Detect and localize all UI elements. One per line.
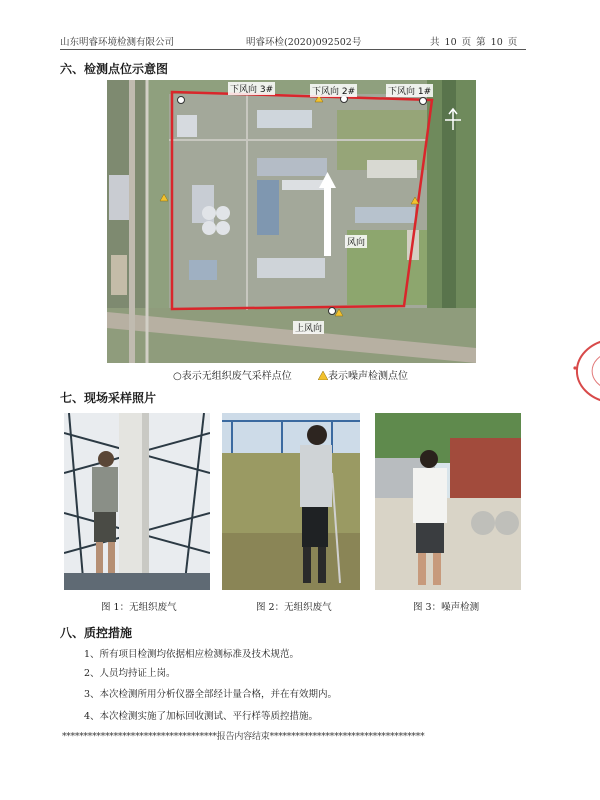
sampling-point-icon [420, 98, 427, 105]
section7-title: 七、现场采样照片 [60, 391, 157, 405]
qc-item-1: 1、所有项目检测均依据相应检测标准及技术规范。 [84, 649, 300, 660]
circle-legend-label: 表示无组织废气采样点位 [181, 371, 292, 382]
report-number: 明睿环检(2020)092502号 [246, 37, 362, 48]
photo-3 [375, 413, 521, 590]
photo-1-caption: 图 1：无组织废气 [101, 602, 177, 613]
photo-2-caption: 图 2：无组织废气 [256, 602, 332, 613]
photo-3-image [375, 413, 521, 590]
section8-title: 八、质控措施 [60, 626, 133, 640]
sampling-point-icon [329, 308, 336, 315]
label-downwind-3: 下风向 3# [228, 82, 275, 95]
company-name: 山东明睿环境检测有限公司 [60, 37, 175, 48]
legend-circle [173, 367, 292, 382]
label-upwind: 上风向 [293, 321, 324, 334]
qc-item-3: 3、本次检测所用分析仪器全部经计量合格，并在有效期内。 [84, 689, 338, 700]
triangle-legend-icon [318, 371, 328, 380]
photo-1 [64, 413, 210, 590]
triangle-legend-label: 表示噪声检测点位 [328, 371, 408, 382]
photo-1-image [64, 413, 210, 590]
label-downwind-2: 下风向 2# [310, 84, 357, 97]
qc-item-2: 2、人员均持证上岗。 [84, 668, 176, 679]
photo-2-image [222, 413, 360, 590]
monitoring-site-map [107, 80, 476, 363]
satellite-map-image [107, 80, 476, 363]
qc-item-4: 4、本次检测实施了加标回收测试、平行样等质控措施。 [84, 711, 319, 722]
photo-2 [222, 413, 360, 590]
circle-legend-icon: ○ [173, 371, 182, 382]
red-seal-stamp [563, 338, 600, 404]
page-info: 共 10 页 第 10 页 [430, 37, 518, 48]
label-downwind-1: 下风向 1# [386, 84, 433, 97]
header-divider [60, 49, 526, 50]
report-end-line: ************************************报告内容结束************************************ [62, 732, 425, 742]
label-wind-direction: 风向 [345, 235, 367, 248]
photo-3-caption: 图 3：噪声检测 [413, 602, 480, 613]
legend-triangle [318, 367, 408, 382]
section6-title: 六、检测点位示意图 [60, 62, 169, 76]
sampling-point-icon [178, 97, 185, 104]
